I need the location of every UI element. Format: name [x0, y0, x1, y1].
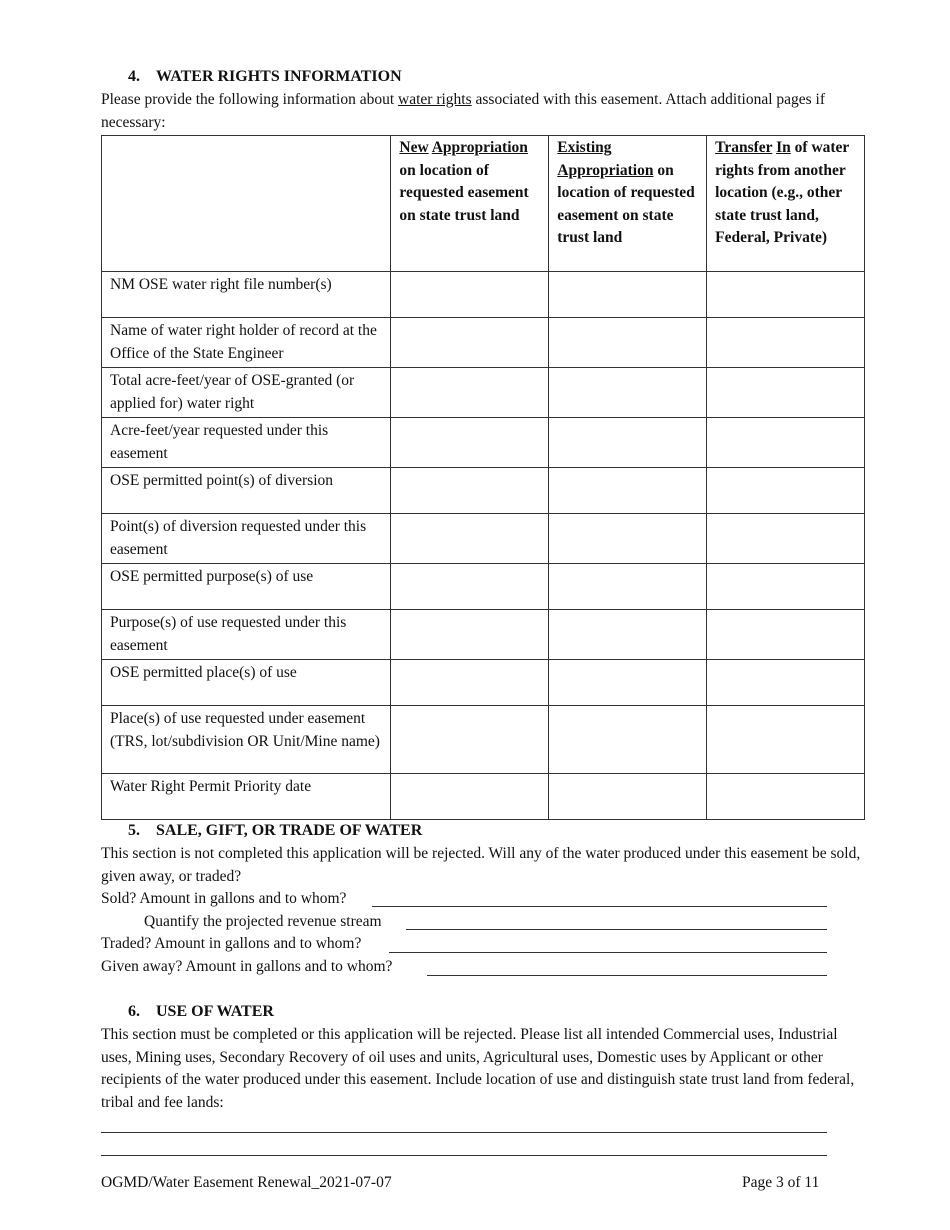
new-appropriation-cell[interactable] — [391, 418, 549, 468]
existing-appropriation-cell[interactable] — [549, 706, 707, 774]
sold-label: Sold? Amount in gallons and to whom? — [101, 890, 347, 907]
transfer-in-cell[interactable] — [707, 318, 865, 368]
footer-page-number: Page 3 of 11 — [742, 1174, 820, 1191]
transfer-in-cell[interactable] — [707, 272, 865, 318]
traded-input-line[interactable] — [389, 952, 827, 953]
sold-input-line[interactable] — [372, 906, 827, 907]
table-row — [102, 706, 865, 774]
transfer-in-cell[interactable] — [707, 514, 865, 564]
existing-appropriation-cell[interactable] — [549, 272, 707, 318]
existing-appropriation-cell[interactable] — [549, 660, 707, 706]
existing-appropriation-cell[interactable] — [549, 564, 707, 610]
table-row — [102, 564, 865, 610]
table-header-row — [102, 136, 865, 272]
existing-appropriation-cell[interactable] — [549, 774, 707, 820]
table-row — [102, 468, 865, 514]
new-appropriation-cell[interactable] — [391, 660, 549, 706]
use-input-line-2[interactable] — [101, 1155, 827, 1156]
new-appropriation-cell[interactable] — [391, 318, 549, 368]
revenue-input-line[interactable] — [406, 929, 827, 930]
row-label: Water Right Permit Priority date — [102, 774, 391, 820]
row-label: Acre-feet/year requested under this easement — [102, 418, 391, 468]
new-appropriation-cell[interactable] — [391, 272, 549, 318]
new-appropriation-cell[interactable] — [391, 514, 549, 564]
transfer-in-cell[interactable] — [707, 610, 865, 660]
row-label: Point(s) of diversion requested under this easement — [102, 514, 391, 564]
transfer-in-cell[interactable] — [707, 774, 865, 820]
new-appropriation-cell[interactable] — [391, 564, 549, 610]
transfer-in-cell[interactable] — [707, 706, 865, 774]
footer-form-id: OGMD/Water Easement Renewal_2021-07-07 — [101, 1174, 392, 1191]
existing-appropriation-cell[interactable] — [549, 468, 707, 514]
new-appropriation-cell[interactable] — [391, 368, 549, 418]
traded-label: Traded? Amount in gallons and to whom? — [101, 935, 362, 952]
new-appropriation-cell[interactable] — [391, 706, 549, 774]
new-appropriation-cell[interactable] — [391, 610, 549, 660]
row-label: OSE permitted point(s) of diversion — [102, 468, 391, 514]
section-5-heading: 5. SALE, GIFT, OR TRADE OF WATER — [128, 822, 423, 839]
table-row — [102, 660, 865, 706]
section-5-intro: This section is not completed this application will be rejected. Will any of the water produced under this easement be sold, given away, or traded? — [101, 845, 861, 885]
table-row — [102, 318, 865, 368]
new-appropriation-cell[interactable] — [391, 468, 549, 514]
section-4-intro: Please provide the following information about water rights associated with this easement. Attach additional pages if necessary: — [101, 91, 826, 131]
given-input-line[interactable] — [427, 975, 827, 976]
header-existing-appropriation: Existing Appropriation on location of requested easement on state trust land — [549, 136, 707, 272]
transfer-in-cell[interactable] — [707, 418, 865, 468]
row-label: Total acre-feet/year of OSE-granted (or applied for) water right — [102, 368, 391, 418]
revenue-label: Quantify the projected revenue stream — [144, 913, 382, 930]
new-appropriation-cell[interactable] — [391, 774, 549, 820]
table-row — [102, 610, 865, 660]
row-label: Purpose(s) of use requested under this easement — [102, 610, 391, 660]
existing-appropriation-cell[interactable] — [549, 418, 707, 468]
existing-appropriation-cell[interactable] — [549, 318, 707, 368]
transfer-in-cell[interactable] — [707, 368, 865, 418]
transfer-in-cell[interactable] — [707, 564, 865, 610]
header-new-appropriation: New Appropriation on location of requested easement on state trust land — [391, 136, 549, 272]
header-blank-cell — [102, 136, 391, 272]
row-label: OSE permitted place(s) of use — [102, 660, 391, 706]
table-row — [102, 418, 865, 468]
existing-appropriation-cell[interactable] — [549, 610, 707, 660]
water-rights-link: water rights — [398, 91, 472, 108]
row-label: OSE permitted purpose(s) of use — [102, 564, 391, 610]
row-label: NM OSE water right file number(s) — [102, 272, 391, 318]
table-row — [102, 368, 865, 418]
header-transfer-in: Transfer In of water rights from another location (e.g., other state trust land, Federal, Private) — [707, 136, 865, 272]
section-4-heading: 4. WATER RIGHTS INFORMATION — [128, 68, 402, 85]
section-6-heading: 6. USE OF WATER — [128, 1003, 274, 1020]
table-row — [102, 514, 865, 564]
transfer-in-cell[interactable] — [707, 660, 865, 706]
section-6-intro: This section must be completed or this application will be rejected. Please list all intended Commercial uses, Industrial uses, Mining uses, Secondary Recovery of oil uses and units, Agricultural uses, Domestic uses by Applicant or other recipients of the water produced under this easement. Include location of use and distinguish state trust land from federal, tribal and fee lands: — [101, 1026, 855, 1111]
table-row — [102, 774, 865, 820]
existing-appropriation-cell[interactable] — [549, 368, 707, 418]
row-label: Name of water right holder of record at the Office of the State Engineer — [102, 318, 391, 368]
water-rights-table — [101, 135, 865, 820]
table-row — [102, 272, 865, 318]
existing-appropriation-cell[interactable] — [549, 514, 707, 564]
row-label: Place(s) of use requested under easement (TRS, lot/subdivision OR Unit/Mine name) — [102, 706, 391, 774]
use-input-line-1[interactable] — [101, 1132, 827, 1133]
given-label: Given away? Amount in gallons and to whom? — [101, 958, 393, 975]
transfer-in-cell[interactable] — [707, 468, 865, 514]
